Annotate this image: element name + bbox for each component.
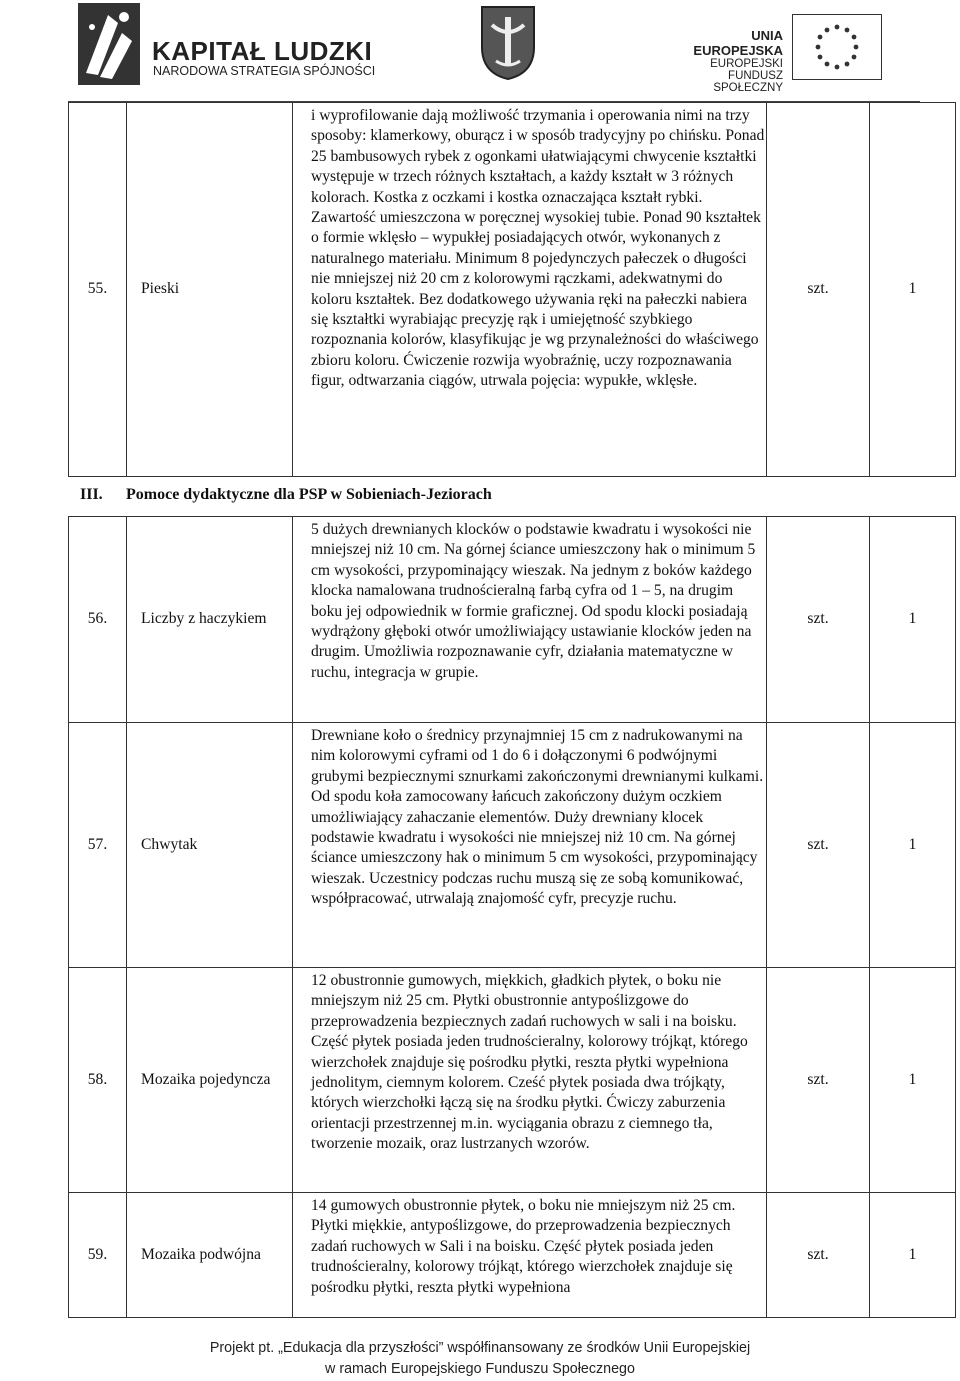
table-row [69, 968, 956, 1193]
item-quantity: 1 [870, 968, 956, 1193]
items-table-bottom [68, 516, 956, 1318]
page-header [0, 0, 960, 100]
page-footer [0, 1338, 960, 1380]
footer-line2: w ramach Europejskiego Funduszu Społecznego [325, 1361, 635, 1377]
item-quantity: 1 [870, 723, 956, 968]
section-heading [80, 486, 492, 504]
table-row [69, 103, 956, 477]
item-quantity: 1 [870, 517, 956, 723]
section-title: Pomoce dydaktyczne dla PSP w Sobieniach-Jeziorach [126, 486, 492, 503]
eu-logo-text [683, 28, 783, 94]
item-name: Mozaika podwójna [127, 1193, 293, 1318]
item-name: Pieski [127, 103, 293, 477]
item-quantity: 1 [870, 103, 956, 477]
eu-line3: FUNDUSZ SPOŁECZNY [713, 70, 783, 94]
item-quantity: 1 [870, 1193, 956, 1318]
item-description: Drewniane koło o średnicy przynajmniej 15 cm z nadrukowanymi na nim kolorowymi cyframi od 1 do 6 i dołączonymi 6 podwójnymi grubymi bezpiecznymi sznurkami zakończonymi drewnianymi kulkami. Od spodu koła zamocowany łańcuch zakończony dużym oczkiem umożliwiający zahaczanie elementów. Duży drewniany klocek podstawie kwadratu i wysokości nie mniejszej niż 10 cm. Na górnej ściance umieszczony hak o minimum 5 cm wysokości, przypominający wieszak. Uczestnicy podczas ruchu muszą się ze sobą komunikować, współpracować, utrwalają znajomość cyfr, precyzje ruchu. [293, 723, 767, 968]
kapital-ludzki-logo [78, 3, 140, 85]
kapital-ludzki-title: KAPITAŁ LUDZKI [152, 36, 373, 66]
item-number: 58. [69, 968, 127, 1193]
table-row [69, 723, 956, 968]
item-name: Chwytak [127, 723, 293, 968]
section-number: III. [80, 486, 103, 503]
table-row [69, 517, 956, 723]
item-unit: szt. [767, 103, 870, 477]
item-number: 57. [69, 723, 127, 968]
item-number: 55. [69, 103, 127, 477]
eu-flag-icon [792, 14, 882, 80]
item-description: 14 gumowych obustronnie płytek, o boku nie mniejszym niż 25 cm. Płytki miękkie, antypoślizgowe, do przeprowadzenia bezpiecznych zadań ruchowych w Sali i na boisku. Część płytek posiada jeden trudnościeralny, kolorowy trójkąt, którego wierzchołek znajduje się pośrodku płytki, reszta płytki wypełniona [293, 1193, 767, 1318]
eu-line2: EUROPEJSKI [710, 58, 783, 70]
item-description: 5 dużych drewnianych klocków o podstawie kwadratu i wysokości nie mniejszej niż 10 cm. Na górnej ściance umieszczony hak o minimum 5 cm wysokości, przypominający wieszak. Na jednym z boków każdego klocka namalowana trudnościeralną farbą cyfra od 1 – 5, na drugim boku jej odpowiednik w formie graficznej. Od spodu klocki posiadają wydrążony głęboki otwór umożliwiający ustawianie klocków jeden na drugim. Umożliwia rozpoznawanie cyfr, działania matematyczne w ruchu, integracja w grupie. [293, 517, 767, 723]
item-name: Mozaika pojedyncza [127, 968, 293, 1193]
item-unit: szt. [767, 723, 870, 968]
item-name: Liczby z haczykiem [127, 517, 293, 723]
item-description: 12 obustronnie gumowych, miękkich, gładkich płytek, o boku nie mniejszym niż 25 cm. Płytki obustronnie antypoślizgowe do przeprowadzenia bezpiecznych zadań ruchowych w sali i na boisku. Część płytek posiada jeden trudnościeralny, kolorowy trójkąt, którego wierzchołek znajduje się pośrodku płytki, reszta płytki wypełniona jednolitym, ciemnym kolorem. Cześć płytek posiada dwa trójkąty, których wierzchołki łączą się na środku płytki. Ćwiczy zaburzenia orientacji przestrzennej m.in. wyciągania obrazu z ciemnego tła, tworzenie mozaik, oraz lustrzanych wzorów. [293, 968, 767, 1193]
items-table-top [68, 102, 956, 477]
item-number: 56. [69, 517, 127, 723]
item-number: 59. [69, 1193, 127, 1318]
item-unit: szt. [767, 968, 870, 1193]
item-unit: szt. [767, 1193, 870, 1318]
footer-line1: Projekt pt. „Edukacja dla przyszłości” współfinansowany ze środków Unii Europejskiej [209, 1340, 751, 1356]
item-unit: szt. [767, 517, 870, 723]
item-description: i wyprofilowanie dają możliwość trzymania i operowania nimi na trzy sposoby: klamerkowy, oburącz i w sposób tradycyjny po chińsku. Ponad 25 bambusowych rybek z ogonkami ułatwiającymi chwycenie kształtki występuje w trzech różnych kształtach, a każdy kształt w 3 różnych kolorach. Kostka z oczkami i kostka oznaczająca kształt rybki. Zawartość umieszczona w poręcznej wysokiej tubie. Ponad 90 kształtek o formie wklęsło – wypukłej posiadających otwór, wykonanych z naturalnego materiału. Minimum 8 pojedynczych pałeczek o długości nie mniejszej niż 20 cm z kolorowymi rączkami, adekwatnymi do koloru kształtek. Bez dodatkowego używania ręki na pałeczki nabiera się kształtki wyrabiając precyzję rąk i umiejętność szybkiego rozpoznania kolorów, klasyfikując je wg przynależności do właściwego zbioru koloru. Ćwiczenie rozwija wyobraźnię, uczy rozpoznawania figur, odtwarzania ciągów, utrwala pojęcia: wypukłe, wklęsłe. [293, 103, 767, 477]
kapital-ludzki-subtitle: NARODOWA STRATEGIA SPÓJNOŚCI [153, 64, 376, 78]
coat-of-arms-icon [478, 3, 538, 81]
table-row [69, 1193, 956, 1318]
eu-line1: UNIA EUROPEJSKA [693, 28, 783, 58]
